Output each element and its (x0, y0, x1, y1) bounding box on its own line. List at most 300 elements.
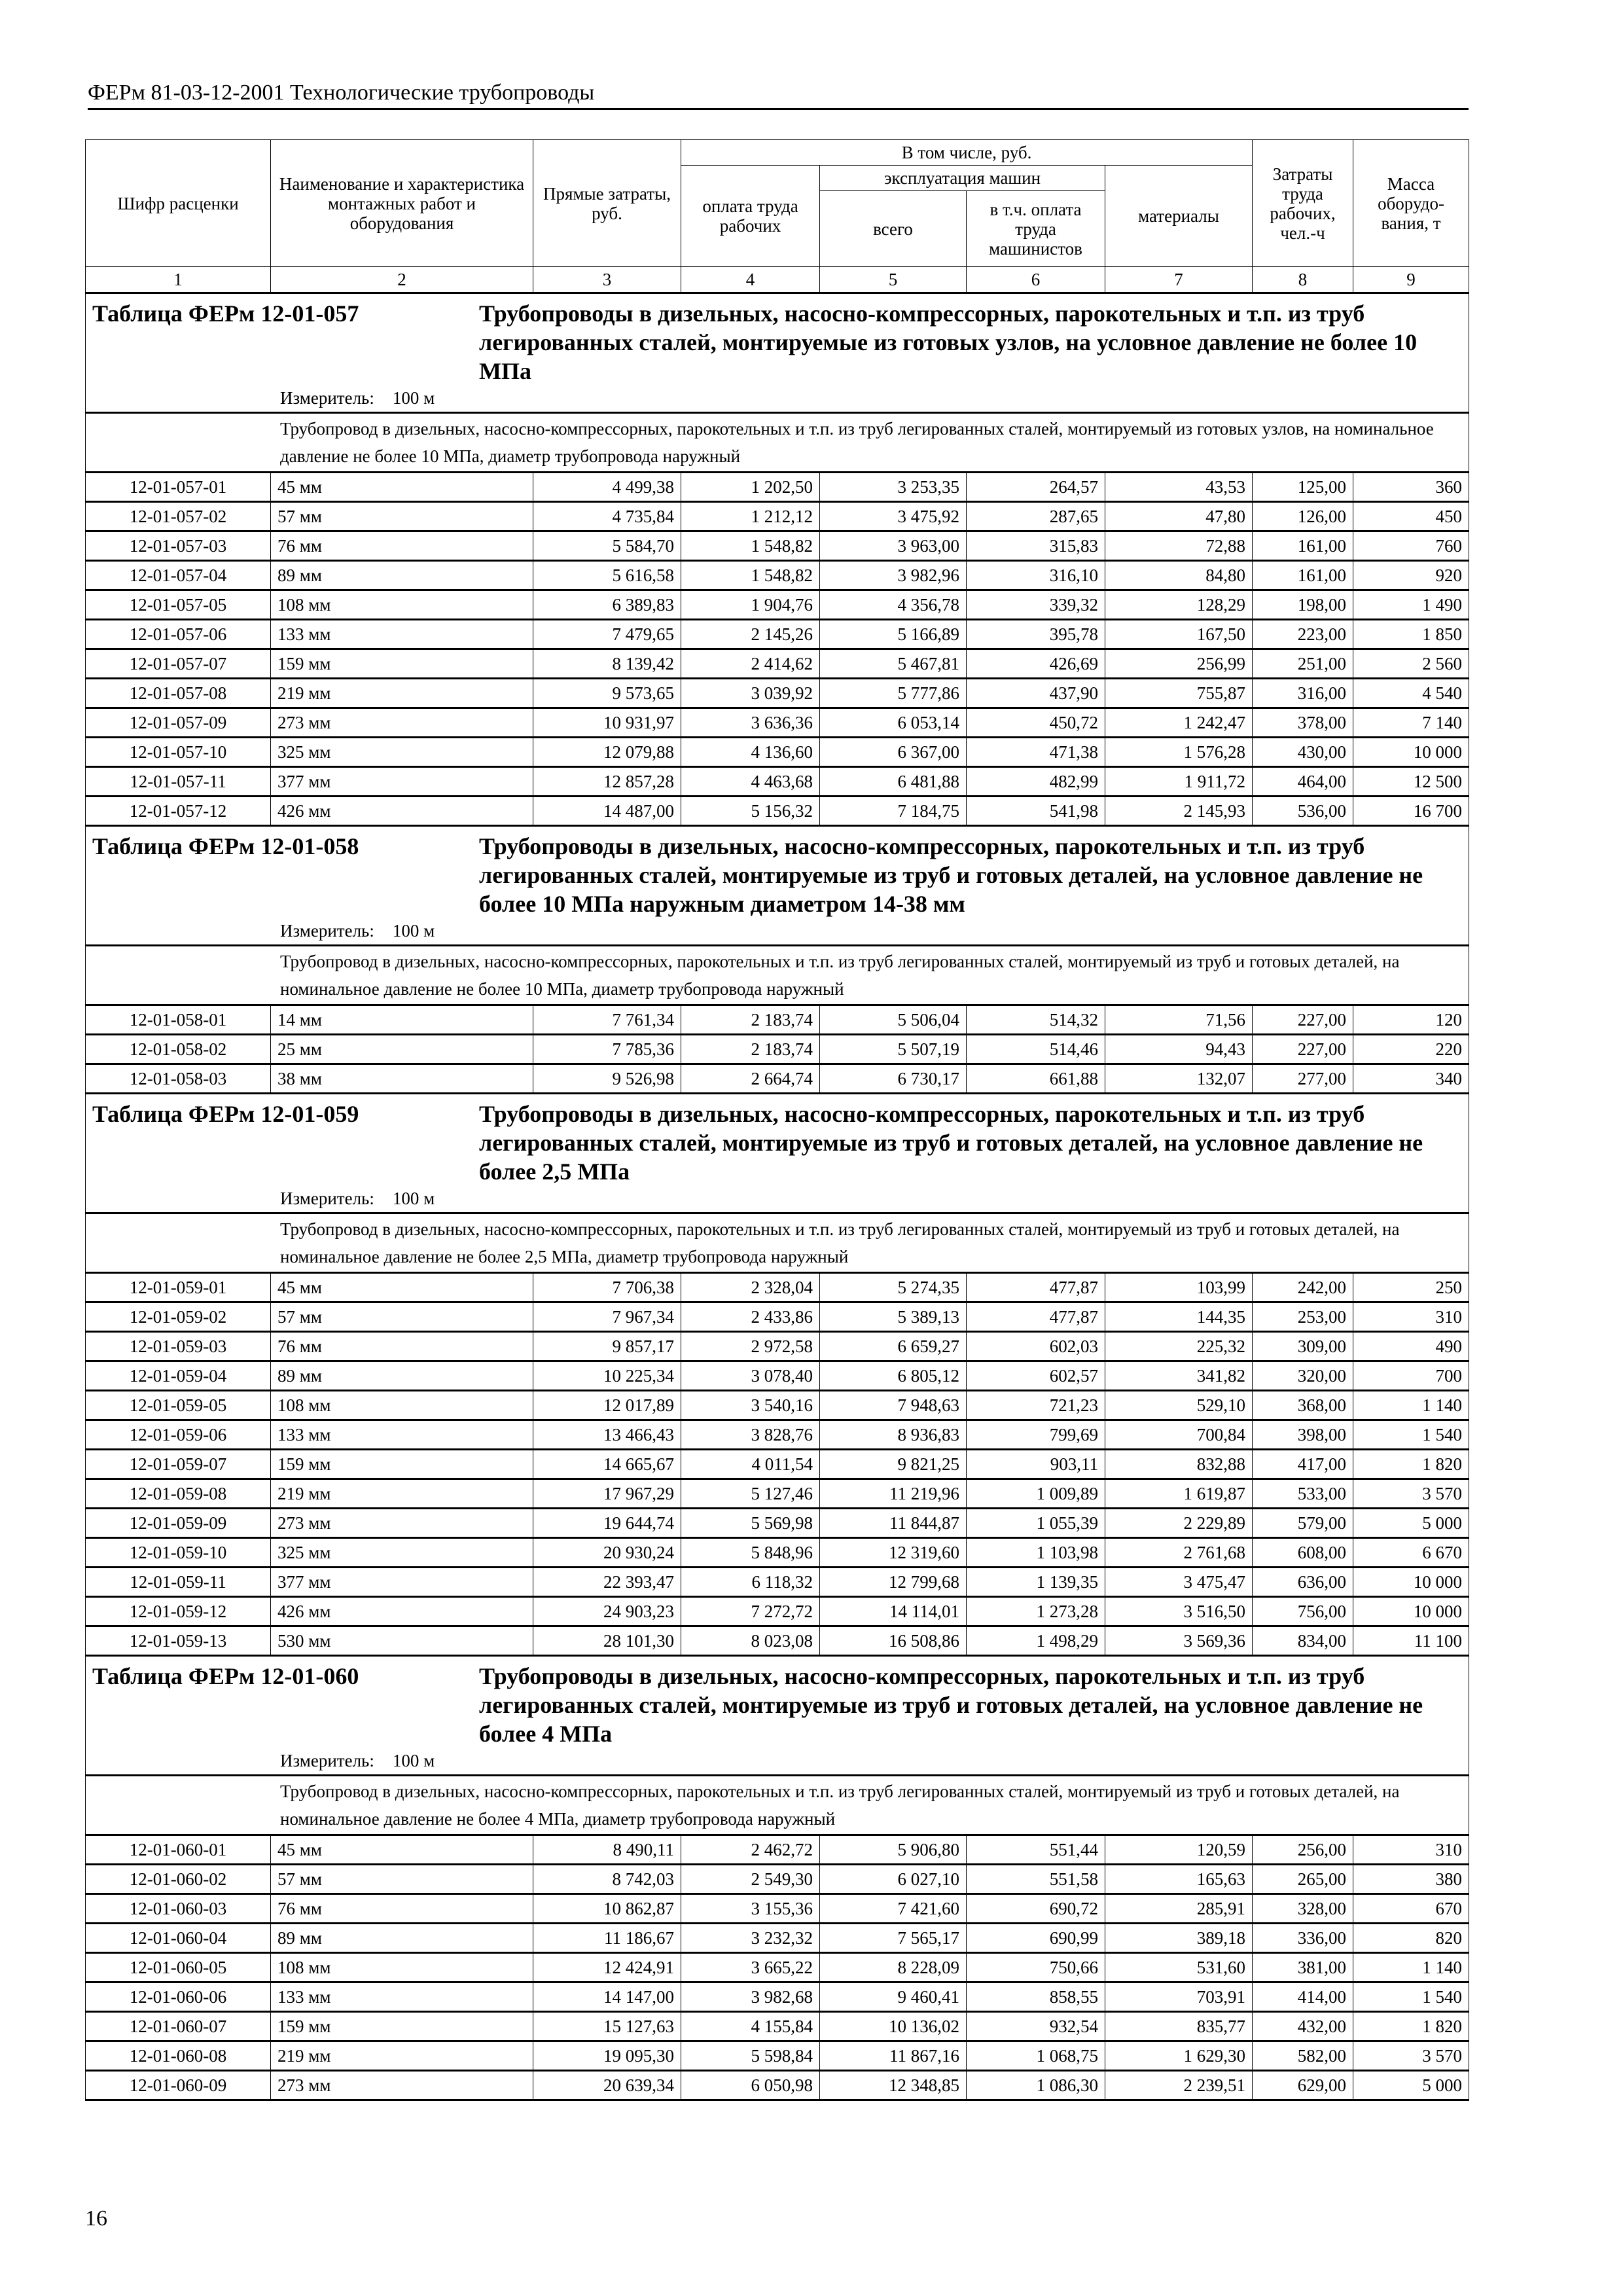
machines-total-cell: 5 777,86 (820, 679, 967, 708)
section-description-row (86, 1213, 1469, 1273)
machinist-pay-cell: 721,23 (967, 1391, 1105, 1420)
section-description: Трубопровод в дизельных, насосно-компрессорных, парокотельных и т.п. из труб легированных сталей, монтируемый из труб и готовых деталей, на номинальное давление не более 2,5 МПа, диаметр трубопровода наружный (280, 1219, 1400, 1266)
pipe-diameter-cell: 273 мм (271, 2071, 533, 2100)
section-description-cell (86, 413, 1469, 473)
machinist-pay-cell: 482,99 (967, 767, 1105, 797)
table-header (86, 140, 1469, 293)
machines-total-cell: 4 356,78 (820, 590, 967, 620)
materials-cell: 1 629,30 (1105, 2041, 1253, 2071)
materials-cell: 225,32 (1105, 1332, 1253, 1361)
table-row (86, 1361, 1469, 1391)
materials-cell: 103,99 (1105, 1273, 1253, 1302)
unit-value: 100 м (392, 1189, 435, 1208)
labor-hours-cell: 756,00 (1253, 1597, 1353, 1626)
machines-total-cell: 7 948,63 (820, 1391, 967, 1420)
table-row (86, 797, 1469, 826)
col-number: 2 (271, 267, 533, 293)
pipe-diameter-cell: 25 мм (271, 1035, 533, 1064)
unit-label: Измеритель: (280, 1751, 374, 1770)
table-row (86, 1302, 1469, 1332)
equipment-mass-cell: 820 (1353, 1924, 1469, 1953)
table-row (86, 620, 1469, 649)
machinist-pay-cell: 471,38 (967, 738, 1105, 767)
equipment-mass-cell: 670 (1353, 1894, 1469, 1924)
section-description-cell (86, 1213, 1469, 1273)
direct-costs-cell: 14 487,00 (533, 797, 681, 826)
labor-hours-cell: 125,00 (1253, 473, 1353, 502)
section-description-cell (86, 946, 1469, 1005)
table-row (86, 1005, 1469, 1035)
unit-value: 100 м (392, 921, 435, 941)
equipment-mass-cell: 120 (1353, 1005, 1469, 1035)
section-description-row (86, 413, 1469, 473)
rate-code-cell: 12-01-057-01 (86, 473, 271, 502)
pipe-diameter-cell: 133 мм (271, 620, 533, 649)
col-header-machine-operation: эксплуатация машин (820, 166, 1105, 191)
pipe-diameter-cell: 325 мм (271, 1538, 533, 1568)
labor-hours-cell: 579,00 (1253, 1509, 1353, 1538)
col-header-machinist-pay: в т.ч. оплата труда машинистов (967, 191, 1105, 267)
section-unit (280, 918, 1469, 944)
section-description: Трубопровод в дизельных, насосно-компрессорных, парокотельных и т.п. из труб легированных сталей, монтируемый из труб и готовых деталей, на номинальное давление не более 10 МПа, диаметр трубопровода наружный (280, 952, 1400, 999)
machinist-pay-cell: 1 055,39 (967, 1509, 1105, 1538)
machinist-pay-cell: 514,46 (967, 1035, 1105, 1064)
machines-total-cell: 8 936,83 (820, 1420, 967, 1450)
table-row (86, 473, 1469, 502)
rate-code-cell: 12-01-060-02 (86, 1865, 271, 1894)
machinist-pay-cell: 551,44 (967, 1835, 1105, 1865)
header-rule (88, 108, 1469, 110)
worker-pay-cell: 3 665,22 (681, 1953, 820, 1982)
equipment-mass-cell: 490 (1353, 1332, 1469, 1361)
direct-costs-cell: 8 742,03 (533, 1865, 681, 1894)
materials-cell: 43,53 (1105, 473, 1253, 502)
labor-hours-cell: 464,00 (1253, 767, 1353, 797)
direct-costs-cell: 20 639,34 (533, 2071, 681, 2100)
section-description-row (86, 1776, 1469, 1835)
materials-cell: 2 239,51 (1105, 2071, 1253, 2100)
direct-costs-cell: 20 930,24 (533, 1538, 681, 1568)
worker-pay-cell: 3 636,36 (681, 708, 820, 738)
labor-hours-cell: 253,00 (1253, 1302, 1353, 1332)
worker-pay-cell: 3 155,36 (681, 1894, 820, 1924)
machines-total-cell: 9 821,25 (820, 1450, 967, 1479)
col-number: 1 (86, 267, 271, 293)
pipe-diameter-cell: 377 мм (271, 767, 533, 797)
worker-pay-cell: 4 136,60 (681, 738, 820, 767)
materials-cell: 128,29 (1105, 590, 1253, 620)
section-description: Трубопровод в дизельных, насосно-компрессорных, парокотельных и т.п. из труб легированных сталей, монтируемый из труб и готовых деталей, на номинальное давление не более 4 МПа, диаметр трубопровода наружный (280, 1782, 1400, 1829)
labor-hours-cell: 126,00 (1253, 502, 1353, 531)
machinist-pay-cell: 602,03 (967, 1332, 1105, 1361)
machinist-pay-cell: 541,98 (967, 797, 1105, 826)
labor-hours-cell: 378,00 (1253, 708, 1353, 738)
col-header-code: Шифр расценки (86, 140, 271, 267)
direct-costs-cell: 13 466,43 (533, 1420, 681, 1450)
worker-pay-cell: 2 462,72 (681, 1835, 820, 1865)
direct-costs-cell: 7 967,34 (533, 1302, 681, 1332)
direct-costs-cell: 10 931,97 (533, 708, 681, 738)
rate-code-cell: 12-01-060-08 (86, 2041, 271, 2071)
equipment-mass-cell: 1 540 (1353, 1420, 1469, 1450)
pipe-diameter-cell: 57 мм (271, 502, 533, 531)
pipe-diameter-cell: 89 мм (271, 561, 533, 590)
machines-total-cell: 12 348,85 (820, 2071, 967, 2100)
rate-code-cell: 12-01-057-06 (86, 620, 271, 649)
materials-cell: 703,91 (1105, 1982, 1253, 2012)
labor-hours-cell: 368,00 (1253, 1391, 1353, 1420)
pipe-diameter-cell: 219 мм (271, 2041, 533, 2071)
direct-costs-cell: 11 186,67 (533, 1924, 681, 1953)
materials-cell: 72,88 (1105, 531, 1253, 561)
machines-total-cell: 5 166,89 (820, 620, 967, 649)
materials-cell: 1 911,72 (1105, 767, 1253, 797)
materials-cell: 832,88 (1105, 1450, 1253, 1479)
machinist-pay-cell: 450,72 (967, 708, 1105, 738)
equipment-mass-cell: 1 490 (1353, 590, 1469, 620)
section-title: Трубопроводы в дизельных, насосно-компрессорных, парокотельных и т.п. из труб легированных сталей, монтируемые из труб и готовых деталей, на условное давление не более 10 МПа наружным диаметром 14-38 мм (479, 833, 1423, 917)
machinist-pay-cell: 1 139,35 (967, 1568, 1105, 1597)
direct-costs-cell: 4 499,38 (533, 473, 681, 502)
labor-hours-cell: 161,00 (1253, 561, 1353, 590)
rate-code-cell: 12-01-057-05 (86, 590, 271, 620)
equipment-mass-cell: 3 570 (1353, 2041, 1469, 2071)
machinist-pay-cell: 339,32 (967, 590, 1105, 620)
labor-hours-cell: 227,00 (1253, 1005, 1353, 1035)
equipment-mass-cell: 10 000 (1353, 738, 1469, 767)
rate-code-cell: 12-01-059-02 (86, 1302, 271, 1332)
pipe-diameter-cell: 89 мм (271, 1361, 533, 1391)
table-row (86, 1865, 1469, 1894)
pipe-diameter-cell: 45 мм (271, 1835, 533, 1865)
machines-total-cell: 5 467,81 (820, 649, 967, 679)
col-number: 8 (1253, 267, 1353, 293)
worker-pay-cell: 3 828,76 (681, 1420, 820, 1450)
direct-costs-cell: 7 706,38 (533, 1273, 681, 1302)
table-row (86, 649, 1469, 679)
section-header-cell (86, 1656, 1469, 1776)
machinist-pay-cell: 477,87 (967, 1302, 1105, 1332)
table-row (86, 1982, 1469, 2012)
section-header (86, 293, 1469, 413)
materials-cell: 3 516,50 (1105, 1597, 1253, 1626)
equipment-mass-cell: 7 140 (1353, 708, 1469, 738)
col-number: 4 (681, 267, 820, 293)
worker-pay-cell: 1 904,76 (681, 590, 820, 620)
direct-costs-cell: 7 761,34 (533, 1005, 681, 1035)
machines-total-cell: 5 507,19 (820, 1035, 967, 1064)
equipment-mass-cell: 310 (1353, 1835, 1469, 1865)
equipment-mass-cell: 220 (1353, 1035, 1469, 1064)
pipe-diameter-cell: 133 мм (271, 1420, 533, 1450)
equipment-mass-cell: 700 (1353, 1361, 1469, 1391)
pipe-diameter-cell: 76 мм (271, 531, 533, 561)
machinist-pay-cell: 426,69 (967, 649, 1105, 679)
machinist-pay-cell: 858,55 (967, 1982, 1105, 2012)
table-row (86, 1538, 1469, 1568)
rate-code-cell: 12-01-057-03 (86, 531, 271, 561)
labor-hours-cell: 417,00 (1253, 1450, 1353, 1479)
materials-cell: 700,84 (1105, 1420, 1253, 1450)
direct-costs-cell: 7 785,36 (533, 1035, 681, 1064)
materials-cell: 120,59 (1105, 1835, 1253, 1865)
worker-pay-cell: 2 183,74 (681, 1005, 820, 1035)
worker-pay-cell: 4 155,84 (681, 2012, 820, 2041)
machinist-pay-cell: 602,57 (967, 1361, 1105, 1391)
machines-total-cell: 5 506,04 (820, 1005, 967, 1035)
table-row (86, 1953, 1469, 1982)
equipment-mass-cell: 1 820 (1353, 2012, 1469, 2041)
machines-total-cell: 3 982,96 (820, 561, 967, 590)
machinist-pay-cell: 551,58 (967, 1865, 1105, 1894)
section-code: Таблица ФЕРм 12-01-057 (92, 300, 359, 327)
direct-costs-cell: 12 424,91 (533, 1953, 681, 1982)
machines-total-cell: 5 274,35 (820, 1273, 967, 1302)
materials-cell: 835,77 (1105, 2012, 1253, 2041)
table-row (86, 1597, 1469, 1626)
machines-total-cell: 6 659,27 (820, 1332, 967, 1361)
machines-total-cell: 6 481,88 (820, 767, 967, 797)
labor-hours-cell: 336,00 (1253, 1924, 1353, 1953)
pipe-diameter-cell: 108 мм (271, 1953, 533, 1982)
worker-pay-cell: 5 569,98 (681, 1509, 820, 1538)
pipe-diameter-cell: 57 мм (271, 1865, 533, 1894)
worker-pay-cell: 5 156,32 (681, 797, 820, 826)
worker-pay-cell: 2 145,26 (681, 620, 820, 649)
rate-code-cell: 12-01-059-01 (86, 1273, 271, 1302)
worker-pay-cell: 3 540,16 (681, 1391, 820, 1420)
labor-hours-cell: 251,00 (1253, 649, 1353, 679)
section-title: Трубопроводы в дизельных, насосно-компрессорных, парокотельных и т.п. из труб легированных сталей, монтируемые из труб и готовых деталей, на условное давление не более 4 МПа (479, 1663, 1423, 1747)
labor-hours-cell: 432,00 (1253, 2012, 1353, 2041)
materials-cell: 529,10 (1105, 1391, 1253, 1420)
worker-pay-cell: 2 414,62 (681, 649, 820, 679)
direct-costs-cell: 12 857,28 (533, 767, 681, 797)
table-row (86, 1273, 1469, 1302)
machines-total-cell: 9 460,41 (820, 1982, 967, 2012)
equipment-mass-cell: 3 570 (1353, 1479, 1469, 1509)
rate-code-cell: 12-01-060-06 (86, 1982, 271, 2012)
equipment-mass-cell: 1 140 (1353, 1953, 1469, 1982)
machines-total-cell: 12 319,60 (820, 1538, 967, 1568)
rate-code-cell: 12-01-060-04 (86, 1924, 271, 1953)
worker-pay-cell: 2 972,58 (681, 1332, 820, 1361)
machines-total-cell: 7 421,60 (820, 1894, 967, 1924)
materials-cell: 2 229,89 (1105, 1509, 1253, 1538)
direct-costs-cell: 22 393,47 (533, 1568, 681, 1597)
labor-hours-cell: 256,00 (1253, 1835, 1353, 1865)
unit-value: 100 м (392, 1751, 435, 1770)
pipe-diameter-cell: 325 мм (271, 738, 533, 767)
pipe-diameter-cell: 426 мм (271, 1597, 533, 1626)
section-unit (280, 386, 1469, 412)
rate-code-cell: 12-01-059-10 (86, 1538, 271, 1568)
pipe-diameter-cell: 133 мм (271, 1982, 533, 2012)
materials-cell: 3 475,47 (1105, 1568, 1253, 1597)
section-code: Таблица ФЕРм 12-01-058 (92, 833, 359, 859)
labor-hours-cell: 533,00 (1253, 1479, 1353, 1509)
section-unit (280, 1748, 1469, 1774)
equipment-mass-cell: 1 820 (1353, 1450, 1469, 1479)
equipment-mass-cell: 11 100 (1353, 1626, 1469, 1656)
unit-label: Измеритель: (280, 388, 374, 408)
machines-total-cell: 12 799,68 (820, 1568, 967, 1597)
unit-label: Измеритель: (280, 921, 374, 941)
table-row (86, 1626, 1469, 1656)
materials-cell: 256,99 (1105, 649, 1253, 679)
machinist-pay-cell: 316,10 (967, 561, 1105, 590)
worker-pay-cell: 7 272,72 (681, 1597, 820, 1626)
table-row (86, 1035, 1469, 1064)
section-code: Таблица ФЕРм 12-01-060 (92, 1663, 359, 1689)
pipe-diameter-cell: 273 мм (271, 1509, 533, 1538)
rate-code-cell: 12-01-060-09 (86, 2071, 271, 2100)
machinist-pay-cell: 903,11 (967, 1450, 1105, 1479)
table-row (86, 1924, 1469, 1953)
table-row (86, 1894, 1469, 1924)
page-header: ФЕРм 81-03-12-2001 Технологические трубопроводы (88, 81, 595, 105)
rate-code-cell: 12-01-058-01 (86, 1005, 271, 1035)
section-description: Трубопровод в дизельных, насосно-компрессорных, парокотельных и т.п. из труб легированных сталей, монтируемый из готовых узлов, на номинальное давление не более 10 МПа, диаметр трубопровода наружный (280, 419, 1434, 466)
equipment-mass-cell: 380 (1353, 1865, 1469, 1894)
unit-label: Измеритель: (280, 1189, 374, 1208)
materials-cell: 94,43 (1105, 1035, 1253, 1064)
section-header-cell (86, 293, 1469, 413)
worker-pay-cell: 2 328,04 (681, 1273, 820, 1302)
materials-cell: 341,82 (1105, 1361, 1253, 1391)
worker-pay-cell: 8 023,08 (681, 1626, 820, 1656)
col-number: 5 (820, 267, 967, 293)
col-header-labor-hours: Затраты труда рабочих, чел.-ч (1253, 140, 1353, 267)
labor-hours-cell: 277,00 (1253, 1064, 1353, 1094)
machinist-pay-cell: 287,65 (967, 502, 1105, 531)
equipment-mass-cell: 10 000 (1353, 1568, 1469, 1597)
machinist-pay-cell: 395,78 (967, 620, 1105, 649)
direct-costs-cell: 4 735,84 (533, 502, 681, 531)
labor-hours-cell: 536,00 (1253, 797, 1353, 826)
table-row (86, 738, 1469, 767)
equipment-mass-cell: 920 (1353, 561, 1469, 590)
section-description-row (86, 946, 1469, 1005)
pipe-diameter-cell: 108 мм (271, 1391, 533, 1420)
rate-code-cell: 12-01-057-11 (86, 767, 271, 797)
table-row (86, 2041, 1469, 2071)
worker-pay-cell: 4 011,54 (681, 1450, 820, 1479)
machines-total-cell: 6 805,12 (820, 1361, 967, 1391)
pipe-diameter-cell: 14 мм (271, 1005, 533, 1035)
worker-pay-cell: 1 202,50 (681, 473, 820, 502)
labor-hours-cell: 629,00 (1253, 2071, 1353, 2100)
worker-pay-cell: 3 232,32 (681, 1924, 820, 1953)
col-header-machines-total: всего (820, 191, 967, 267)
labor-hours-cell: 834,00 (1253, 1626, 1353, 1656)
machines-total-cell: 5 389,13 (820, 1302, 967, 1332)
equipment-mass-cell: 250 (1353, 1273, 1469, 1302)
direct-costs-cell: 8 139,42 (533, 649, 681, 679)
materials-cell: 2 761,68 (1105, 1538, 1253, 1568)
machinist-pay-cell: 1 103,98 (967, 1538, 1105, 1568)
labor-hours-cell: 582,00 (1253, 2041, 1353, 2071)
direct-costs-cell: 9 573,65 (533, 679, 681, 708)
machines-total-cell: 11 844,87 (820, 1509, 967, 1538)
table-row (86, 1064, 1469, 1094)
rate-code-cell: 12-01-057-10 (86, 738, 271, 767)
table-row (86, 531, 1469, 561)
machines-total-cell: 14 114,01 (820, 1597, 967, 1626)
pipe-diameter-cell: 38 мм (271, 1064, 533, 1094)
rate-code-cell: 12-01-059-06 (86, 1420, 271, 1450)
machinist-pay-cell: 750,66 (967, 1953, 1105, 1982)
machinist-pay-cell: 437,90 (967, 679, 1105, 708)
machinist-pay-cell: 661,88 (967, 1064, 1105, 1094)
materials-cell: 1 576,28 (1105, 738, 1253, 767)
machinist-pay-cell: 1 009,89 (967, 1479, 1105, 1509)
rate-code-cell: 12-01-057-12 (86, 797, 271, 826)
machines-total-cell: 11 219,96 (820, 1479, 967, 1509)
pipe-diameter-cell: 219 мм (271, 679, 533, 708)
section-header (86, 1656, 1469, 1776)
section-header (86, 1094, 1469, 1213)
direct-costs-cell: 28 101,30 (533, 1626, 681, 1656)
pipe-diameter-cell: 45 мм (271, 473, 533, 502)
section-header-cell (86, 826, 1469, 946)
rate-code-cell: 12-01-059-12 (86, 1597, 271, 1626)
labor-hours-cell: 265,00 (1253, 1865, 1353, 1894)
unit-value: 100 м (392, 388, 435, 408)
rate-code-cell: 12-01-059-04 (86, 1361, 271, 1391)
machinist-pay-cell: 1 498,29 (967, 1626, 1105, 1656)
equipment-mass-cell: 1 850 (1353, 620, 1469, 649)
col-number: 6 (967, 267, 1105, 293)
table-row (86, 679, 1469, 708)
materials-cell: 755,87 (1105, 679, 1253, 708)
equipment-mass-cell: 310 (1353, 1302, 1469, 1332)
machinist-pay-cell: 514,32 (967, 1005, 1105, 1035)
pipe-diameter-cell: 159 мм (271, 649, 533, 679)
rate-code-cell: 12-01-057-09 (86, 708, 271, 738)
direct-costs-cell: 7 479,65 (533, 620, 681, 649)
rate-code-cell: 12-01-057-08 (86, 679, 271, 708)
direct-costs-cell: 15 127,63 (533, 2012, 681, 2041)
pipe-diameter-cell: 45 мм (271, 1273, 533, 1302)
equipment-mass-cell: 360 (1353, 473, 1469, 502)
pipe-diameter-cell: 159 мм (271, 1450, 533, 1479)
labor-hours-cell: 227,00 (1253, 1035, 1353, 1064)
rate-code-cell: 12-01-060-03 (86, 1894, 271, 1924)
rate-code-cell: 12-01-060-07 (86, 2012, 271, 2041)
equipment-mass-cell: 16 700 (1353, 797, 1469, 826)
rate-code-cell: 12-01-057-04 (86, 561, 271, 590)
machinist-pay-cell: 690,72 (967, 1894, 1105, 1924)
machinist-pay-cell: 264,57 (967, 473, 1105, 502)
machinist-pay-cell: 477,87 (967, 1273, 1105, 1302)
materials-cell: 47,80 (1105, 502, 1253, 531)
machines-total-cell: 8 228,09 (820, 1953, 967, 1982)
materials-cell: 84,80 (1105, 561, 1253, 590)
direct-costs-cell: 5 584,70 (533, 531, 681, 561)
pipe-diameter-cell: 530 мм (271, 1626, 533, 1656)
pipe-diameter-cell: 57 мм (271, 1302, 533, 1332)
equipment-mass-cell: 2 560 (1353, 649, 1469, 679)
column-numbers-row (86, 267, 1469, 293)
materials-cell: 144,35 (1105, 1302, 1253, 1332)
materials-cell: 531,60 (1105, 1953, 1253, 1982)
materials-cell: 71,56 (1105, 1005, 1253, 1035)
table-row (86, 1332, 1469, 1361)
col-number: 7 (1105, 267, 1253, 293)
labor-hours-cell: 398,00 (1253, 1420, 1353, 1450)
table-row (86, 1479, 1469, 1509)
